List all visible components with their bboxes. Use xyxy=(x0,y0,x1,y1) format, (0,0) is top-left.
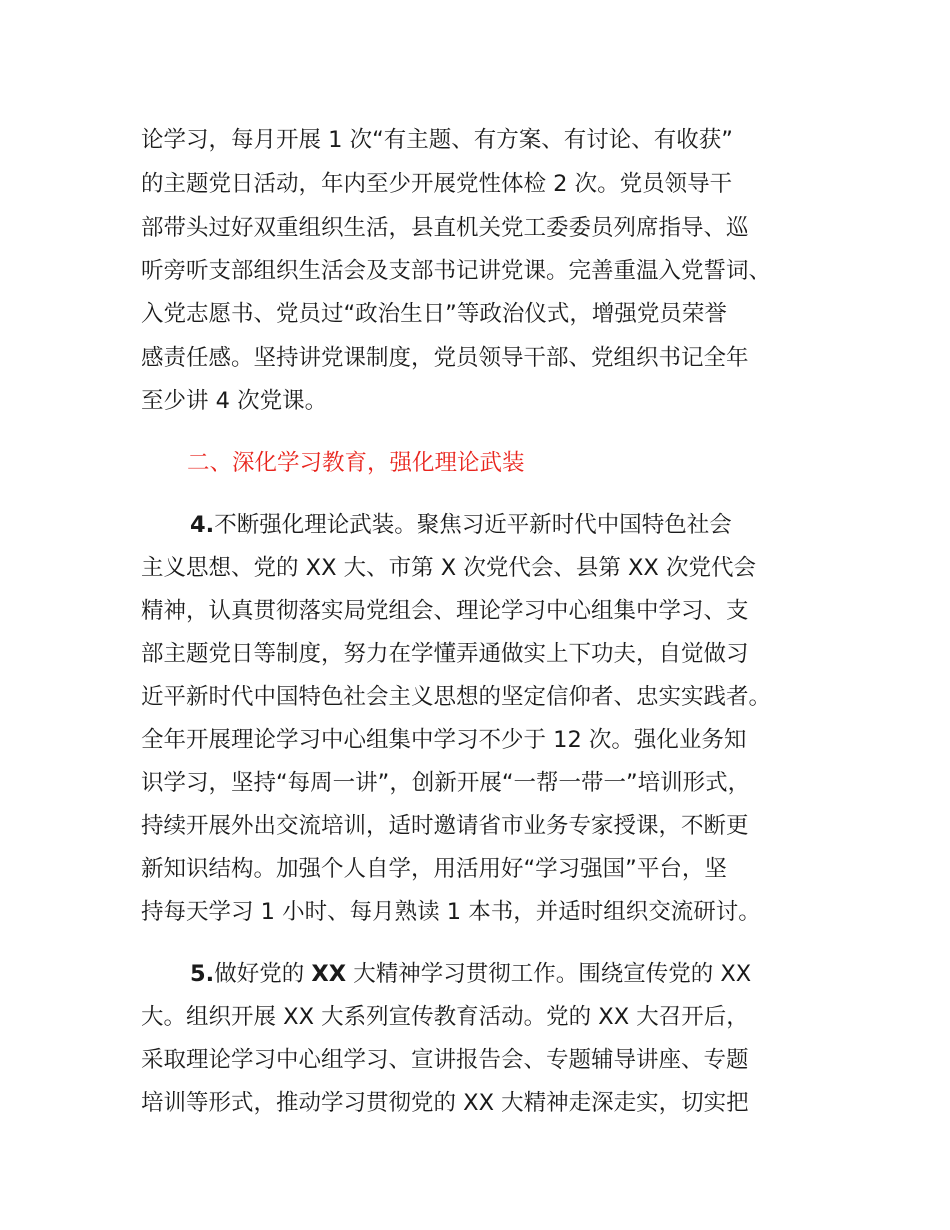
paragraph-line: 感责任感。坚持讲党课制度，党员领导干部、党组织书记全年 xyxy=(141,345,749,371)
paragraph-line: 持续开展外出交流培训，适时邀请省市业务专家授课，不断更 xyxy=(141,813,749,839)
item-4-number: 4. xyxy=(190,512,215,538)
paragraph-line: 识学习，坚持“每周一讲”，创新开展“一帮一带一”培训形式， xyxy=(141,770,751,796)
item-5-first-line-text: 做好党的 xyxy=(214,961,312,987)
item-5-first-line-rest: 大精神学习贯彻工作。围绕宣传党的 XX xyxy=(346,961,752,987)
item-5-bold-xx: XX xyxy=(311,961,347,987)
paragraph-line: 主义思想、党的 XX 大、市第 X 次党代会、县第 XX 次党代会 xyxy=(141,555,756,581)
paragraph-line: 采取理论学习中心组学习、宣讲报告会、专题辅导讲座、专题 xyxy=(141,1047,749,1073)
paragraph-line: 全年开展理论学习中心组集中学习不少于 12 次。强化业务知 xyxy=(141,727,747,753)
paragraph-line: 培训等形式，推动学习贯彻党的 XX 大精神走深走实，切实把 xyxy=(141,1090,749,1116)
item-4-first-line xyxy=(190,510,870,540)
item-5-number: 5. xyxy=(190,961,215,987)
paragraph-line: 部带头过好双重组织生活，县直机关党工委委员列席指导、巡 xyxy=(141,215,749,241)
paragraph-line: 精神，认真贯彻落实局党组会、理论学习中心组集中学习、支 xyxy=(141,598,749,624)
paragraph-line: 新知识结构。加强个人自学，用活用好“学习强国”平台，坚 xyxy=(141,856,727,882)
item-4-first-line-text: 不断强化理论武装。聚焦习近平新时代中国特色社会 xyxy=(214,512,732,538)
paragraph-line: 的主题党日活动，年内至少开展党性体检 2 次。党员领导干 xyxy=(141,171,733,197)
section-heading: 二、深化学习教育，强化理论武装 xyxy=(187,450,525,476)
paragraph-line: 论学习，每月开展 1 次“有主题、有方案、有讨论、有收获” xyxy=(141,127,733,153)
paragraph-line: 大。组织开展 XX 大系列宣传教育活动。党的 XX 大召开后， xyxy=(141,1004,749,1030)
paragraph-line: 部主题党日等制度，努力在学懂弄通做实上下功夫，自觉做习 xyxy=(141,641,749,667)
paragraph-line: 持每天学习 1 小时、每月熟读 1 本书，并适时组织交流研讨。 xyxy=(141,899,761,925)
paragraph-line: 听旁听支部组织生活会及支部书记讲党课。完善重温入党誓词、 xyxy=(141,258,772,284)
paragraph-line: 近平新时代中国特色社会主义思想的坚定信仰者、忠实实践者。 xyxy=(141,684,772,710)
item-5-first-line xyxy=(190,959,870,989)
paragraph-line: 至少讲 4 次党课。 xyxy=(141,388,328,414)
paragraph-line: 入党志愿书、党员过“政治生日”等政治仪式，增强党员荣誉 xyxy=(141,301,727,327)
